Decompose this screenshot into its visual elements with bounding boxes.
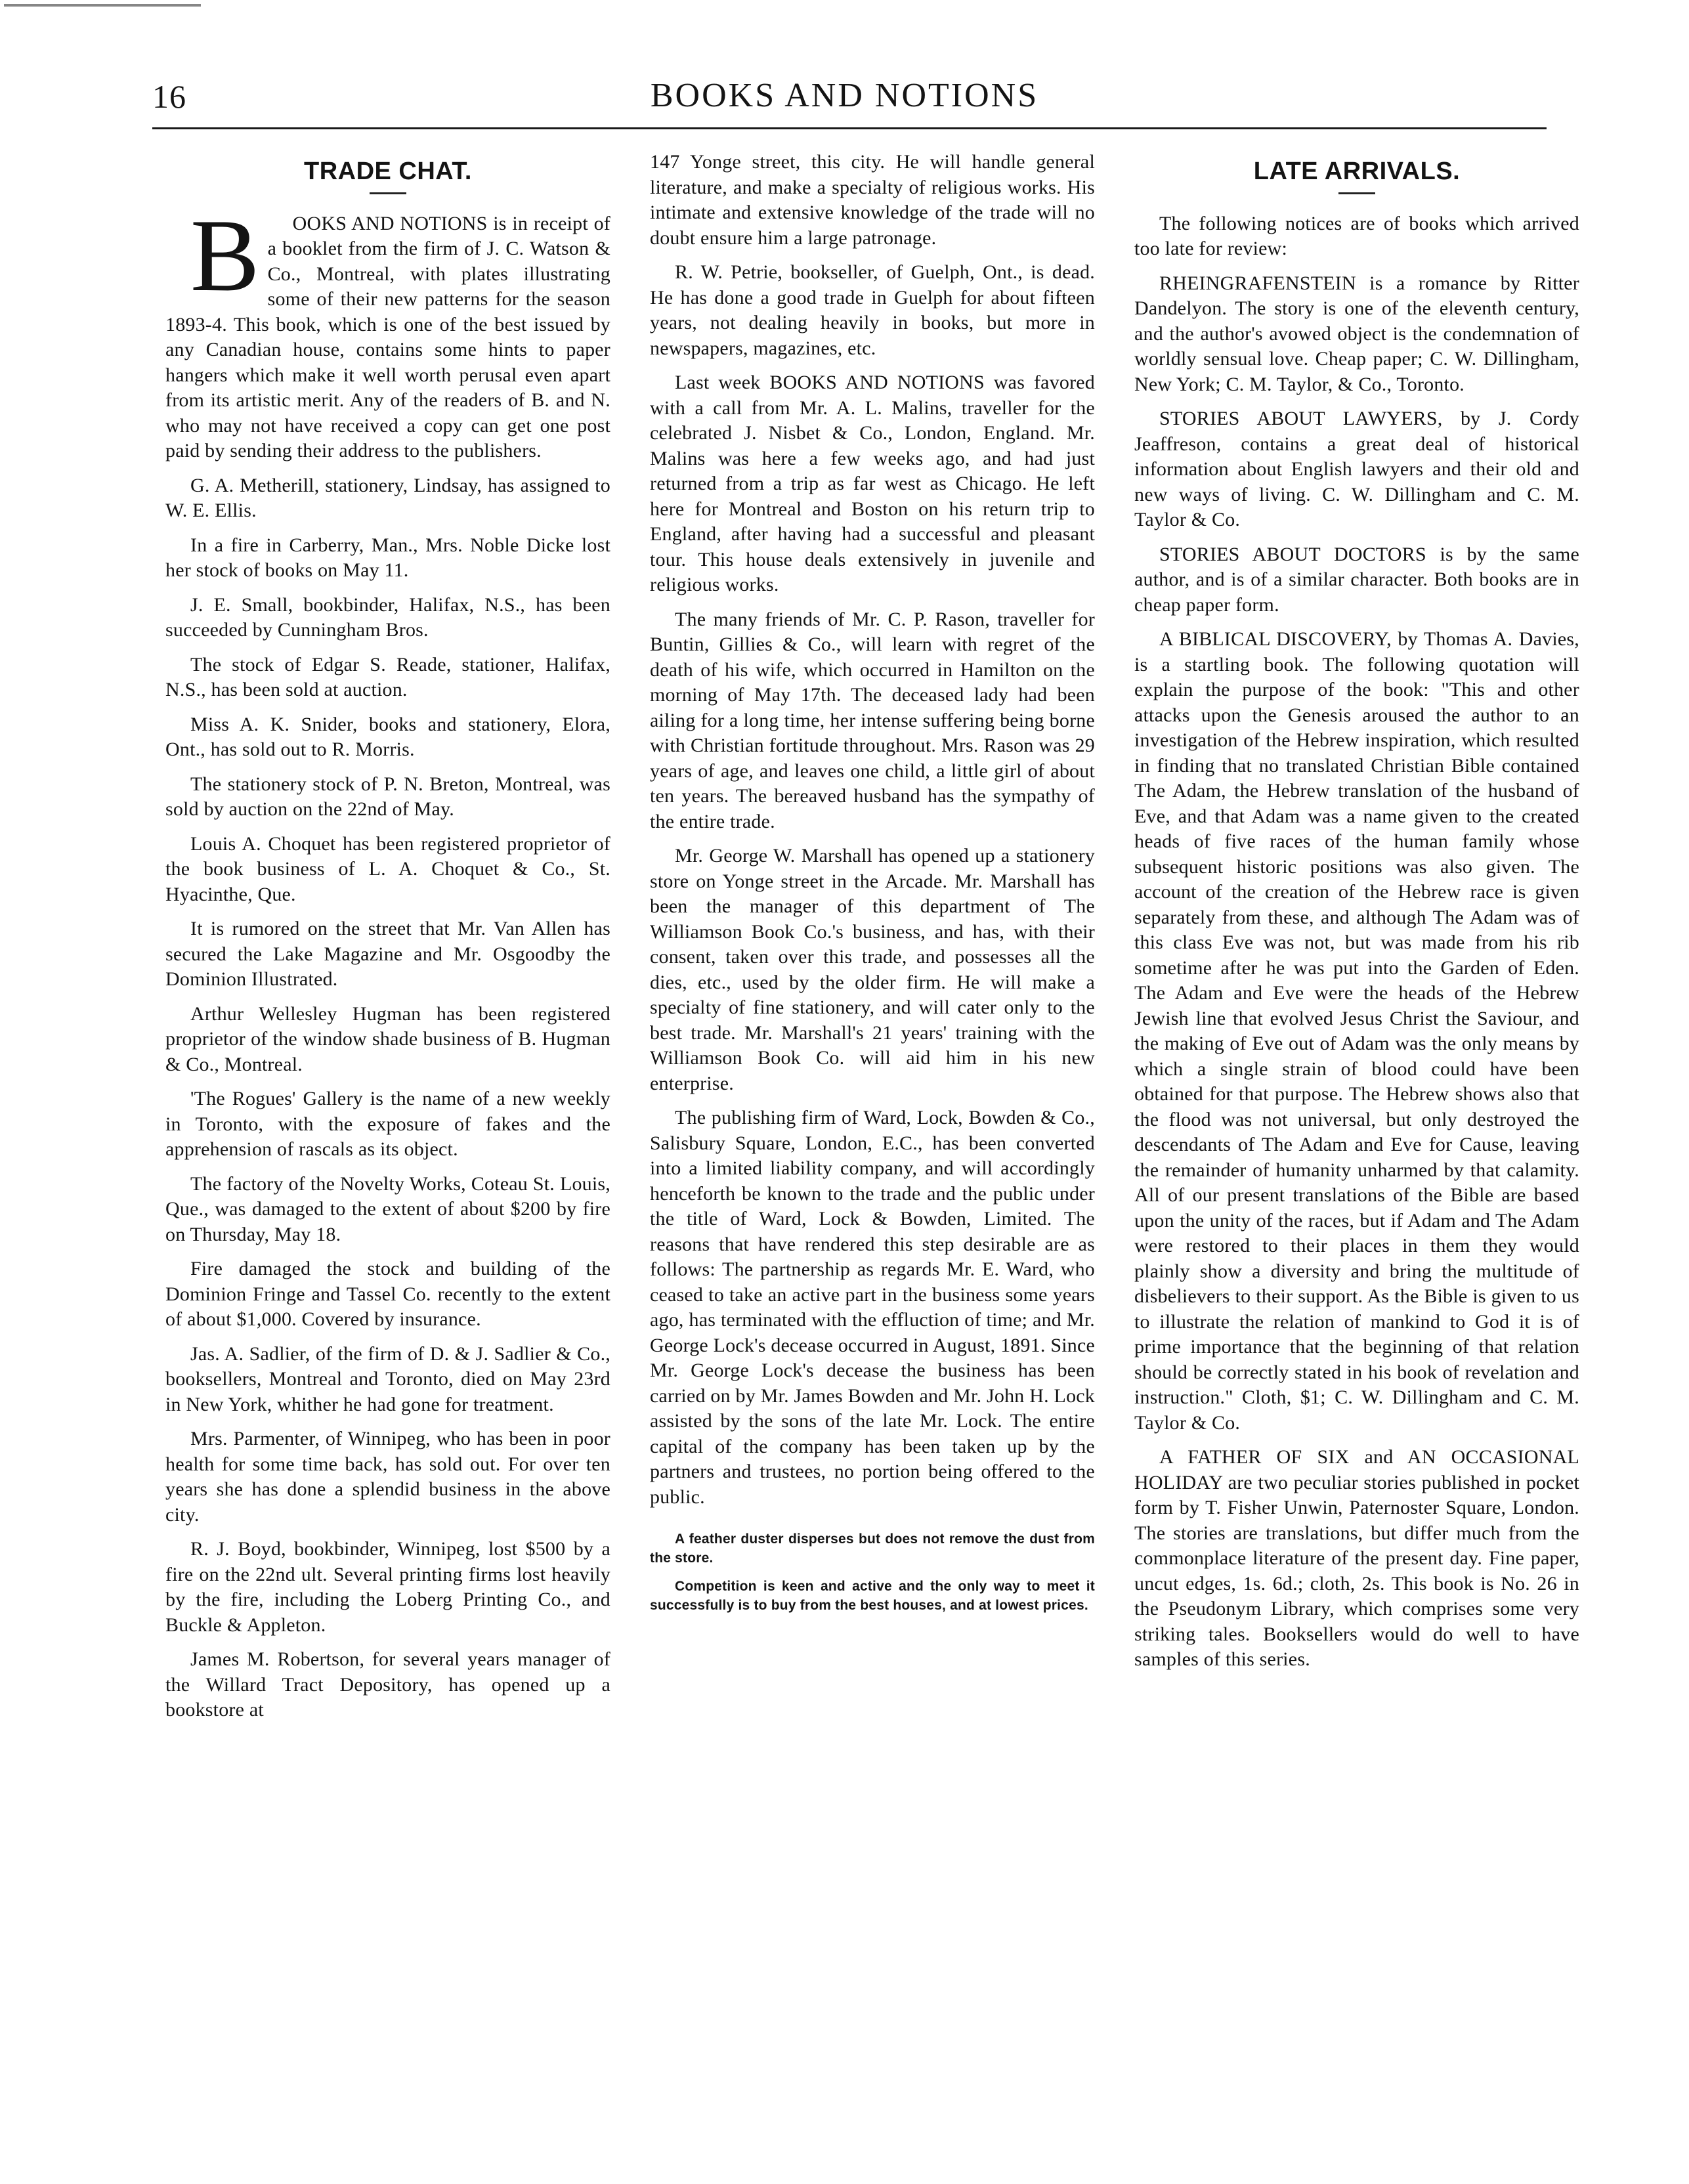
- news-item: The many friends of Mr. C. P. Rason, traveller for Buntin, Gillies & Co., will learn with regret of the death of his wife, which occurred in Hamilton on the morning of May 17th. The deceased lady had been ailing for a long time, her intense suffering being borne with Christian fortitude throughout. Mrs. Rason was 29 years of age, and leaves one child, a little girl of about ten years. The bereaved husband has the sympathy of the entire trade.: [650, 608, 1095, 832]
- column-continued: [650, 150, 1095, 1624]
- book-notice: STORIES ABOUT DOCTORS is by the same author, and is of a similar character. Both books are in cheap paper form.: [1134, 543, 1579, 616]
- title-rule: [370, 192, 406, 194]
- news-item: R. J. Boyd, bookbinder, Winnipeg, lost $500 by a fire on the 22nd ult. Several printing firms lost heavily by the fire, including the Loberg Printing Co., and Buckle & Appleton.: [165, 1538, 610, 1636]
- book-notice: RHEINGRAFENSTEIN is a romance by Ritter Dandelyon. The story is one of the eleventh century, and the author's avowed object is the condemnation of worldly sensual love. Cheap paper; C. W. Dillingham, New York; C. M. Taylor, & Co., Toronto.: [1134, 272, 1579, 395]
- news-item: The stock of Edgar S. Reade, stationer, Halifax, N.S., has been sold at auction.: [165, 653, 610, 700]
- continued-paragraph: 147 Yonge street, this city. He will handle general literature, and make a specialty of religious works. His intimate and extensive knowledge of the trade will no doubt ensure him a large patronage.: [650, 151, 1095, 249]
- news-item: The stationery stock of P. N. Breton, Montreal, was sold by auction on the 22nd of May.: [165, 773, 610, 820]
- news-item: In a fire in Carberry, Man., Mrs. Noble Dicke lost her stock of books on May 11.: [165, 534, 610, 581]
- section-title-late-arrivals: LATE ARRIVALS.: [1253, 158, 1461, 185]
- news-item: J. E. Small, bookbinder, Halifax, N.S., has been succeeded by Cunningham Bros.: [165, 593, 610, 641]
- column-trade-chat: [165, 150, 610, 1732]
- book-notice: The following notices are of books which arrived too late for review:: [1134, 212, 1579, 259]
- news-item: The factory of the Novelty Works, Coteau St. Louis, Que., was damaged to the extent of about $200 by fire on Thursday, May 18.: [165, 1172, 610, 1245]
- news-item: Louis A. Choquet has been registered proprietor of the book business of L. A. Choquet & Co., St. Hyacinthe, Que.: [165, 832, 610, 905]
- page-number: 16: [152, 78, 186, 115]
- page-header-title: BOOKS AND NOTIONS: [650, 77, 1039, 114]
- header-rule: [152, 127, 1547, 129]
- column-late-arrivals: [1134, 150, 1579, 1682]
- news-item: 'The Rogues' Gallery is the name of a new weekly in Toronto, with the exposure of fakes and the apprehension of rascals as its object.: [165, 1088, 610, 1160]
- book-notice: STORIES ABOUT LAWYERS, by J. Cordy Jeaffreson, contains a great deal of historical information about English lawyers and their old and new ways of living. C. W. Dillingham and C. M. Taylor & Co.: [1134, 408, 1579, 530]
- advice-note: Competition is keen and active and the only way to meet it successfully is to buy from the best houses, and at lowest prices.: [650, 1579, 1095, 1613]
- news-item: The publishing firm of Ward, Lock, Bowden & Co., Salisbury Square, London, E.C., has been converted into a limited liability company, and will accordingly henceforth be known to the trade and the public under the title of Ward, Lock & Bowden, Limited. The reasons that have rendered this step desirable are as follows: The partnership as regards Mr. E. Ward, who ceased to take an active part in the business some years ago, has terminated with the effluction of time; and Mr. George Lock's decease occurred in August, 1891. Since Mr. George Lock's decease the business has been carried on by Mr. James Bowden and Mr. John H. Lock assisted by the sons of the late Mr. Lock. The entire capital of the company has been taken up by the partners and trustees, no portion being offered to the public.: [650, 1107, 1095, 1508]
- news-item: G. A. Metherill, stationery, Lindsay, has assigned to W. E. Ellis.: [165, 474, 610, 521]
- news-item: Fire damaged the stock and building of the Dominion Fringe and Tassel Co. recently to the extent of about $1,000. Covered by insurance.: [165, 1258, 610, 1330]
- news-item: James M. Robertson, for several years manager of the Willard Tract Depository, has opened up a bookstore at: [165, 1648, 610, 1721]
- news-item: It is rumored on the street that Mr. Van Allen has secured the Lake Magazine and Mr. Osgoodby the Dominion Illustrated.: [165, 918, 610, 990]
- scan-edge-mark: [4, 4, 201, 13]
- news-item: R. W. Petrie, bookseller, of Guelph, Ont., is dead. He has done a good trade in Guelph for about fifteen years, not dealing heavily in books, but more in newspapers, magazines, etc.: [650, 261, 1095, 359]
- news-item: Mrs. Parmenter, of Winnipeg, who has been in poor health for some time back, has sold out. For over ten years she has done a splendid business in the above city.: [165, 1428, 610, 1526]
- spacer: [650, 1519, 1095, 1530]
- book-notice: A FATHER OF SIX and AN OCCASIONAL HOLIDAY are two peculiar stories published in pocket form by T. Fisher Unwin, Paternoster Square, London. The stories are translations, but differ much from the commonplace literature of the present day. Fine paper, uncut edges, 1s. 6d.; cloth, 2s. This book is No. 26 in the Pseudonym Library, which comprises some very striking tales. Booksellers would do well to have samples of this series.: [1134, 1446, 1579, 1670]
- news-item: Jas. A. Sadlier, of the firm of D. & J. Sadlier & Co., booksellers, Montreal and Toronto, died on May 23rd in New York, whither he had gone for treatment.: [165, 1342, 610, 1415]
- title-rule: [1338, 192, 1375, 194]
- book-notice: A BIBLICAL DISCOVERY, by Thomas A. Davies, is a startling book. The following quotation will explain the purpose of the book: "This and other attacks upon the Genesis aroused the author to an investigation of the Hebrew inspiration, which resulted in finding that no translated Christian Bible contained The Adam, the Hebrew translation of the husband of Eve, and that Adam was a name given to the created heads of five races of the human family whose subsequent historic positions was also given. The account of the creation of the Hebrew race is given separately from these, and although The Adam was of this class Eve was not, but was made from his rib sometime after he was put into the Garden of Eden. The Adam and Eve were the heads of the Hebrew Jewish line that evolved Jesus Christ the Saviour, and the making of Eve out of Adam was the only means by which a single strain of blood could have been obtained for that purpose. The Hebrew shows also that the flood was not universal, but only destroyed the descendants of The Adam and Eve for Cause, leaving the remainder of humanity unharmed by that calamity. All of our present translations of the Bible are based upon the unity of the races, but if Adam and The Adam were restored to their places in them they would plainly show a diversity and bring the multitude of disbelievers to their support. As the Bible is given to us to illustrate the relation of mankind to God it is of prime importance that the beginning of that relation should be correctly stated in his book of revelation and instruction." Cloth, $1; C. W. Dillingham and C. M. Taylor & Co.: [1134, 628, 1579, 1434]
- trade-chat-intro-paragraph: [165, 198, 610, 464]
- paragraph-text: OOKS AND NOTIONS is in receipt of a booklet from the firm of J. C. Watson & Co., Montreal, with plates illustrating some of their new patterns for the season 1893-4. This book, which is one of the best issued by any Canadian house, contains some hints to paper hangers which make it well worth perusal even apart from its artistic merit. Any of the readers of B. and N. who may not have received a copy can get one post paid by sending their address to the publishers.: [165, 212, 610, 461]
- section-title-trade-chat: TRADE CHAT.: [303, 158, 472, 185]
- news-item: Mr. George W. Marshall has opened up a stationery store on Yonge street in the Arcade. Mr. Marshall has been the manager of this department of The Williamson Book Co.'s business, and has, with their consent, taken over this trade, and possesses all the dies, etc., used by the older firm. He will make a specialty of fine stationery, and will cater only to the best trade. Mr. Marshall's 21 years' training with the Williamson Book Co. will aid him in his new enterprise.: [650, 845, 1095, 1094]
- drop-cap: B: [190, 198, 260, 313]
- advice-note: A feather duster disperses but does not remove the dust from the store.: [650, 1531, 1095, 1566]
- news-item: Last week BOOKS AND NOTIONS was favored with a call from Mr. A. L. Malins, traveller for the celebrated J. Nisbet & Co., London, England. Mr. Malins was here a few weeks ago, and had just returned from a trip as far west as Chicago. He left here for Montreal and Boston on his return trip to England, after having had a successful and pleasant tour. This house deals extensively in juvenile and religious works.: [650, 372, 1095, 595]
- news-item: Arthur Wellesley Hugman has been registered proprietor of the window shade business of B. Hugman & Co., Montreal.: [165, 1002, 610, 1075]
- news-item: Miss A. K. Snider, books and stationery, Elora, Ont., has sold out to R. Morris.: [165, 713, 610, 760]
